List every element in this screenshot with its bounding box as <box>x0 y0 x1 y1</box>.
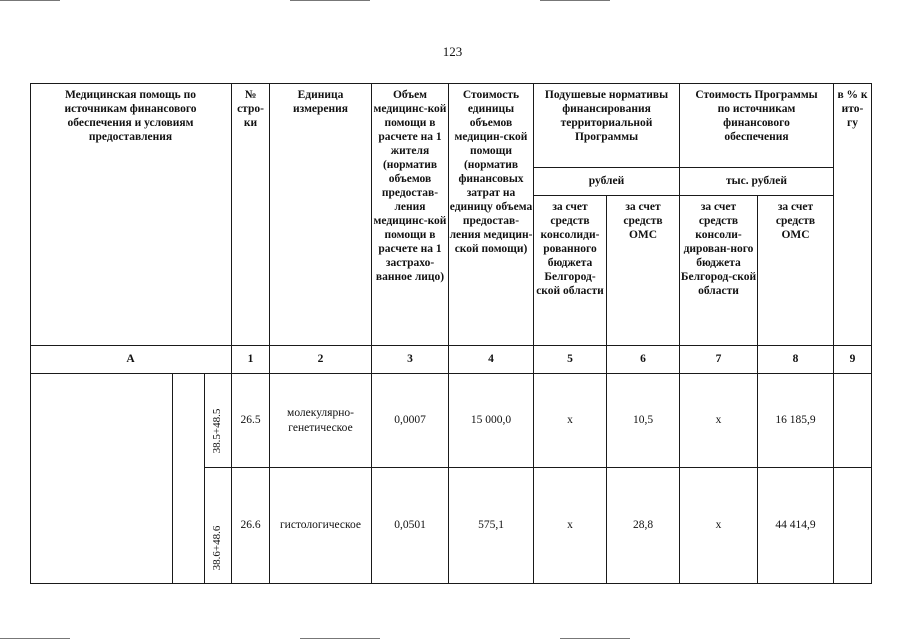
scan-mark <box>300 638 380 639</box>
table-divider <box>679 83 680 584</box>
header-medical-care: Медицинская помощь по источникам финансового обеспечения и условиям предоставления <box>64 89 197 144</box>
colnum-4: 4 <box>488 353 494 366</box>
table-divider <box>204 373 205 584</box>
row-line-number: 26.5 <box>240 414 261 427</box>
table-divider <box>172 373 173 584</box>
colnum-5: 5 <box>567 353 573 366</box>
row-per-capita-budget: х <box>567 519 573 532</box>
row-per-capita-budget: х <box>567 414 573 427</box>
row-cost-oms: 44 414,9 <box>775 519 816 532</box>
row-ref: 38.5+48.5 <box>211 408 223 454</box>
scan-mark <box>540 0 610 1</box>
header-unit-cost: Стоимость единицы объемов медицин-ской помощи (норматив финансовых затрат на единицу объема предостав-ления медицин-ской помощи) <box>449 89 533 256</box>
header-cost-budget: за счет средств консоли-дирован-ного бюджета Белгород-ской области <box>680 201 757 298</box>
row-cost-budget: х <box>715 414 722 427</box>
header-unit-thousand-rubles: тыс. рублей <box>726 175 787 188</box>
scan-mark <box>0 0 60 1</box>
header-cost-oms: за счет средств ОМС <box>775 201 816 242</box>
table-border-top <box>30 83 872 84</box>
scan-mark <box>560 638 630 639</box>
header-unit-rubles: рублей <box>588 175 625 188</box>
table-divider <box>30 373 872 374</box>
header-per-capita-budget: за счет средств консолиди-рованного бюджета Белгород-ской области <box>536 201 604 298</box>
colnum-9: 9 <box>849 353 856 366</box>
header-per-capita-oms: за счет средств ОМС <box>623 201 663 242</box>
row-cost-oms: 16 185,9 <box>775 414 816 427</box>
row-unit-cost: 575,1 <box>478 519 504 532</box>
table-divider <box>30 345 872 346</box>
table-divider <box>606 195 607 584</box>
row-line-number: 26.6 <box>240 519 261 532</box>
table-border-bottom <box>30 583 872 584</box>
table-divider <box>757 195 758 584</box>
row-ref: 38.6+48.6 <box>211 525 223 571</box>
table-divider <box>231 83 232 584</box>
table-divider <box>833 83 834 584</box>
table-divider <box>533 83 534 584</box>
colnum-3: 3 <box>407 353 413 366</box>
table-divider <box>534 195 834 196</box>
row-percent <box>834 468 871 583</box>
header-per-capita-group: Подушевые нормативы финансирования территориальной Программы <box>544 89 669 144</box>
table-border-left <box>30 83 31 584</box>
page-number: 123 <box>442 44 463 59</box>
header-unit: Единица измерения <box>293 89 348 116</box>
row-percent <box>834 374 871 467</box>
row-per-capita-oms: 10,5 <box>632 414 654 427</box>
header-percent: в % к ито-гу <box>837 89 868 130</box>
table-divider <box>371 83 372 584</box>
scan-mark <box>0 638 70 639</box>
scan-mark <box>290 0 370 1</box>
colnum-2: 2 <box>317 353 324 366</box>
header-line-number: № стро-ки <box>237 89 264 130</box>
header-volume: Объем медицинс-кой помощи в расчете на 1 жителя (норматив объемов предостав-ления медицинс-кой помощи в расчете на 1 застрахо-ванное лицо) <box>373 89 447 284</box>
row-unit: гистологическое <box>279 519 362 532</box>
colnum-1: 1 <box>247 353 254 366</box>
table-divider <box>448 83 449 584</box>
colnum-8: 8 <box>792 353 799 366</box>
table-divider <box>204 467 872 468</box>
row-cost-budget: х <box>715 519 722 532</box>
table-divider <box>269 83 270 584</box>
colnum-7: 7 <box>715 353 722 366</box>
colnum-6: 6 <box>640 353 646 366</box>
row-volume: 0,0501 <box>394 519 426 532</box>
table-divider <box>534 167 834 168</box>
row-volume: 0,0007 <box>394 414 426 427</box>
row-per-capita-oms: 28,8 <box>632 519 654 532</box>
table-border-right <box>871 83 872 584</box>
row-unit-cost: 15 000,0 <box>470 414 512 427</box>
colnum-a: А <box>126 353 135 366</box>
header-program-cost-group: Стоимость Программы по источникам финансового обеспечения <box>695 89 818 144</box>
row-unit: молекулярно-генетическое <box>287 407 354 434</box>
